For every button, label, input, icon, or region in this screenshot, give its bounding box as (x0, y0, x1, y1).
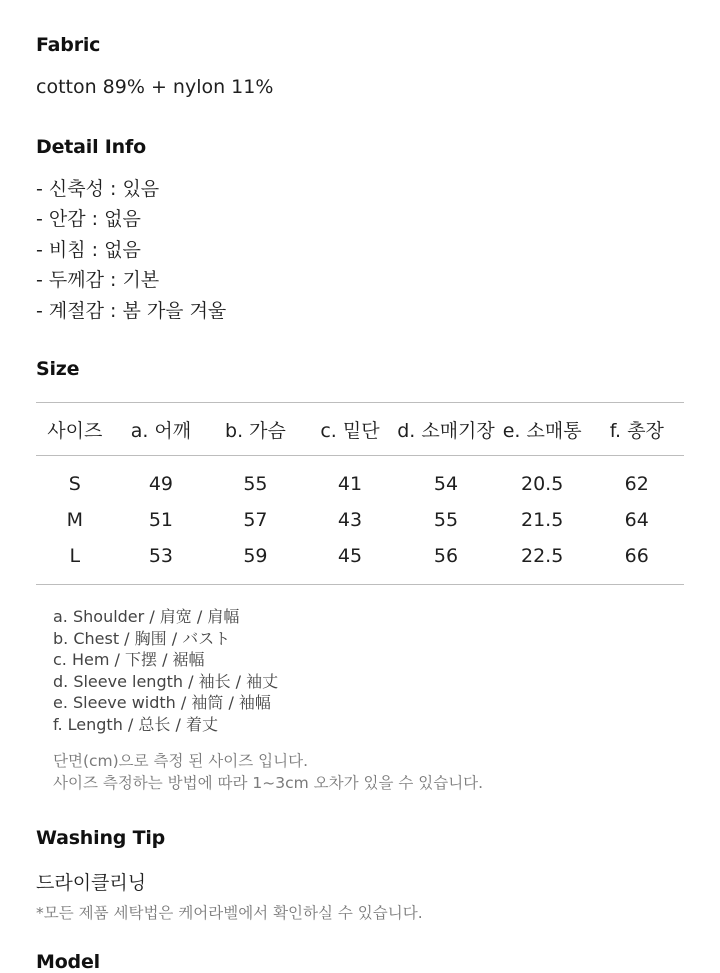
table-row (36, 456, 684, 503)
header-hem: c. 밑단 (303, 403, 398, 456)
legend-item: a. Shoulder / 肩宽 / 肩幅 (53, 607, 240, 626)
size-table-header-row (36, 403, 684, 456)
table-cell: 66 (590, 538, 684, 585)
table-cell: 54 (433, 473, 459, 495)
legend-item: b. Chest / 胸围 / バスト (53, 628, 231, 648)
size-heading: Size (36, 358, 80, 380)
detail-item-thickness: - 두께감 : 기본 (36, 269, 160, 292)
header-size: 사이즈 (36, 403, 114, 456)
header-sleeve-length: d. 소매기장 (397, 403, 495, 456)
table-cell: 49 (148, 473, 174, 495)
detail-item-stretch: - 신축성 : 있음 (36, 178, 160, 200)
washing-note: *모든 제품 세탁법은 케어라벨에서 확인하실 수 있습니다. (36, 904, 423, 922)
detail-item-sheerness: - 비침 : 없음 (36, 238, 141, 261)
legend-item: c. Hem / 下摆 / 裾幅 (53, 650, 205, 670)
size-note: 사이즈 측정하는 방법에 따라 1~3cm 오차가 있을 수 있습니다. (53, 774, 484, 792)
detail-info-list (36, 174, 226, 326)
table-cell: 64 (624, 509, 649, 531)
fabric-heading: Fabric (36, 34, 101, 56)
size-label: L (36, 538, 114, 585)
table-cell: 20.5 (520, 473, 564, 495)
table-cell: 56 (397, 538, 495, 585)
table-cell: 62 (624, 473, 649, 495)
table-cell: 22.5 (495, 538, 590, 585)
size-label: S (68, 473, 81, 495)
size-notes (53, 750, 483, 794)
model-heading: Model (36, 951, 100, 973)
table-cell: 57 (243, 509, 268, 531)
table-cell: 59 (208, 538, 303, 585)
detail-info-heading: Detail Info (36, 136, 146, 158)
detail-item-lining: - 안감 : 없음 (36, 208, 141, 231)
table-row (36, 502, 684, 538)
legend-item: e. Sleeve width / 袖筒 / 袖幅 (53, 693, 271, 713)
table-cell: 51 (148, 509, 174, 531)
measurement-legend (53, 606, 278, 736)
table-cell: 55 (243, 473, 268, 495)
table-cell: 41 (337, 473, 363, 495)
table-cell: 45 (303, 538, 398, 585)
table-cell: 55 (433, 509, 459, 531)
header-chest: b. 가슴 (208, 403, 303, 456)
header-sleeve-width: e. 소매통 (495, 403, 590, 456)
legend-item: f. Length / 总长 / 着丈 (53, 714, 218, 734)
size-table (36, 402, 684, 585)
size-note: 단면(cm)으로 측정 된 사이즈 입니다. (53, 752, 308, 770)
header-length: f. 총장 (590, 403, 684, 456)
table-cell: 21.5 (520, 509, 564, 531)
table-cell: 43 (337, 509, 363, 531)
detail-item-season: - 계절감 : 봄 가을 겨울 (36, 299, 227, 322)
table-cell: 53 (114, 538, 209, 585)
washing-tip-heading: Washing Tip (36, 827, 166, 849)
size-label: M (66, 509, 84, 531)
washing-method: 드라이클리닝 (36, 872, 147, 894)
table-row (36, 538, 684, 585)
fabric-composition: cotton 89% + nylon 11% (36, 76, 274, 98)
legend-item: d. Sleeve length / 袖长 / 袖丈 (53, 671, 279, 691)
header-shoulder: a. 어깨 (114, 403, 209, 456)
